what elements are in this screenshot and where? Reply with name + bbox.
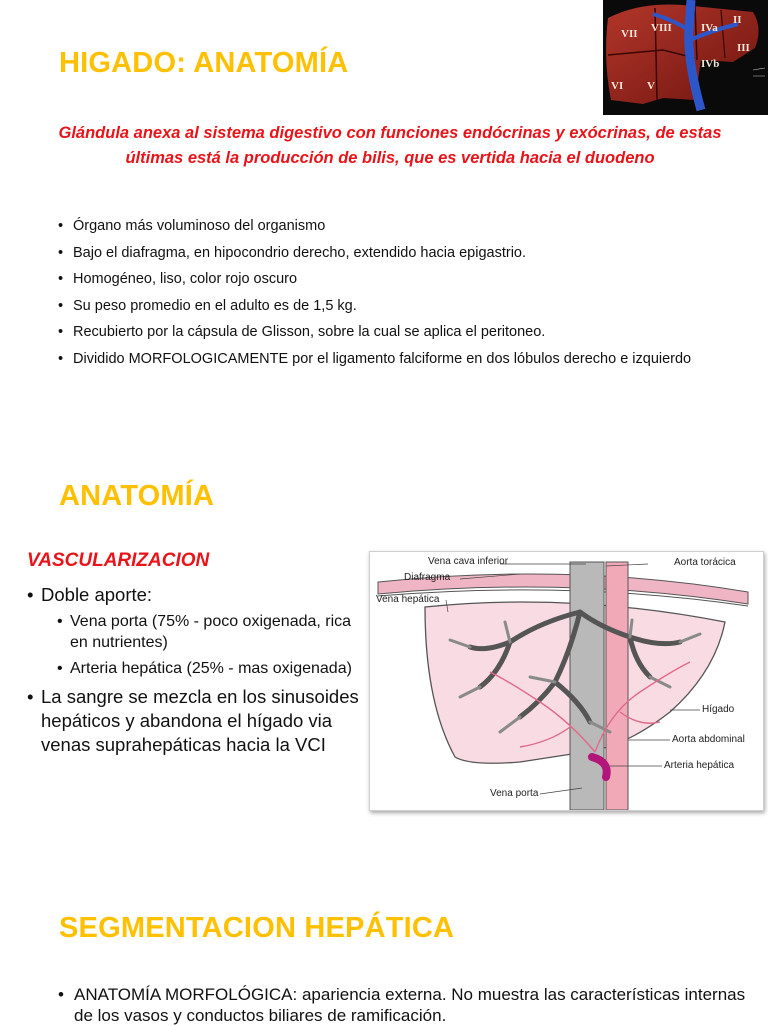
bullet-list bbox=[58, 217, 718, 376]
list-item: • Recubierto por la cápsula de Glisson, sobre la cual se aplica el peritoneo. bbox=[58, 323, 718, 342]
label-vena-cava: Vena cava inferior bbox=[428, 556, 509, 567]
label-aorta-toracica: Aorta torácica bbox=[674, 557, 736, 568]
list-item: • Órgano más voluminoso del organismo bbox=[58, 217, 718, 236]
list-item: • Bajo el diafragma, en hipocondrio derecho, extendido hacia epigastrio. bbox=[58, 244, 718, 263]
segment-label: II bbox=[733, 14, 742, 26]
liver-segments-image bbox=[603, 0, 768, 115]
slide-subtitle: Glándula anexa al sistema digestivo con funciones endócrinas y exócrinas, de estas últimas está la producción de bilis, que es vertida hacia el duodeno bbox=[58, 124, 722, 167]
slide-title: ANATOMÍA bbox=[59, 480, 215, 512]
slide-anatomia-vascularizacion bbox=[0, 470, 768, 830]
slide-higado-anatomia bbox=[0, 0, 768, 420]
segment-label: V bbox=[647, 80, 655, 92]
list-item bbox=[27, 583, 372, 679]
segment-label: VII bbox=[621, 28, 638, 40]
segment-label: VI bbox=[611, 80, 624, 92]
segment-label: VIII bbox=[651, 22, 672, 34]
label-vena-hepatica: Vena hepática bbox=[376, 594, 440, 605]
segment-label: IVa bbox=[701, 22, 718, 34]
list-item: • Su peso promedio en el adulto es de 1,5 kg. bbox=[58, 297, 718, 316]
slide-segmentacion-hepatica bbox=[0, 900, 768, 1024]
label-higado: Hígado bbox=[702, 704, 735, 715]
liver-vascular-illustration bbox=[370, 552, 763, 810]
segment-label: III bbox=[737, 42, 750, 54]
sub-bullet-list bbox=[57, 611, 372, 679]
label-arteria-hepatica: Arteria hepática bbox=[664, 760, 735, 771]
list-item: • Dividido MORFOLOGICAMENTE por el ligamento falciforme en dos lóbulos derecho e izquierdo bbox=[58, 350, 718, 369]
bullet-list bbox=[27, 583, 372, 760]
slide-title: HIGADO: ANATOMÍA bbox=[59, 47, 349, 79]
list-item-text: Doble aporte: bbox=[41, 584, 153, 605]
list-item: • Arteria hepática (25% - mas oxigenada) bbox=[57, 658, 372, 679]
bullet-list bbox=[58, 984, 758, 1026]
segment-label: IVb bbox=[701, 58, 720, 70]
slide-title: SEGMENTACION HEPÁTICA bbox=[59, 912, 455, 944]
list-item: • Homogéneo, liso, color rojo oscuro bbox=[58, 270, 718, 289]
liver-vascular-diagram bbox=[369, 551, 764, 811]
list-item: • ANATOMÍA MORFOLÓGICA: apariencia externa. No muestra las características internas de los vasos y conductos biliares de ramificación. bbox=[58, 984, 758, 1026]
list-item: • Vena porta (75% - poco oxigenada, rica en nutrientes) bbox=[57, 611, 372, 653]
liver-segments-illustration bbox=[603, 0, 768, 115]
label-diafragma: Diafragma bbox=[404, 572, 451, 583]
label-vena-porta: Vena porta bbox=[490, 788, 539, 799]
label-aorta-abdominal: Aorta abdominal bbox=[672, 734, 745, 745]
list-item: • La sangre se mezcla en los sinusoides hepáticos y abandona el hígado via venas suprahepáticas hacia la VCI bbox=[27, 685, 372, 757]
section-heading: VASCULARIZACION bbox=[27, 550, 210, 571]
